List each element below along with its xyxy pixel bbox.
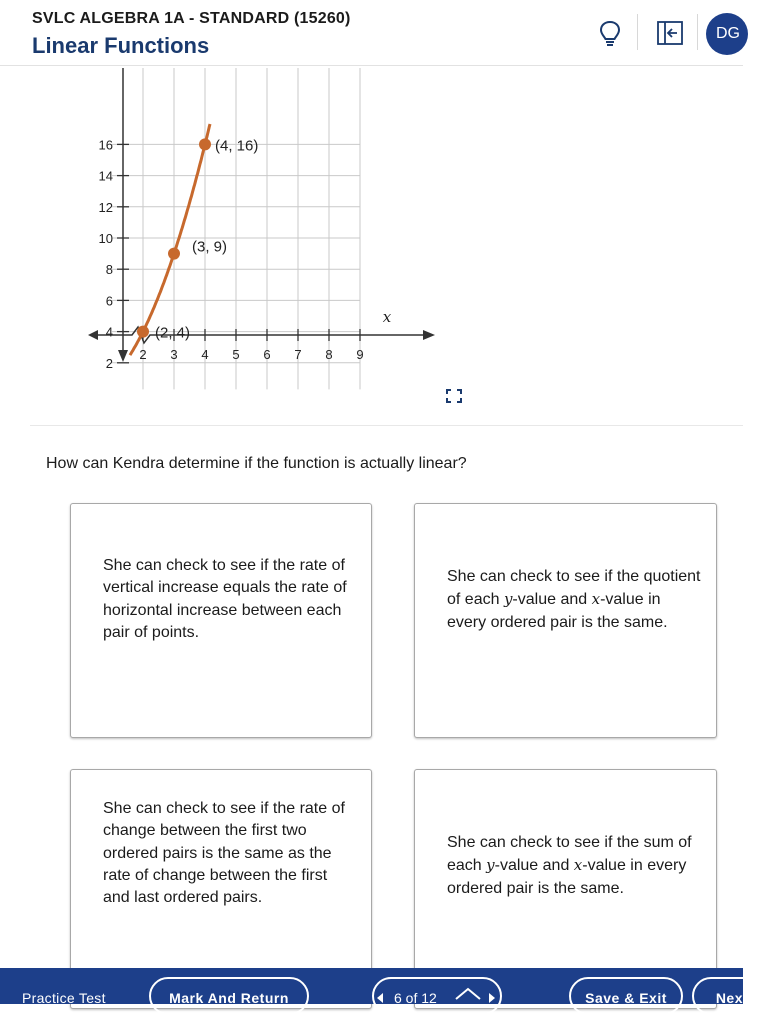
- y-tick-label: 14: [98, 168, 113, 184]
- x-axis-label: x: [382, 308, 392, 326]
- answer-choice-a[interactable]: [70, 503, 372, 738]
- practice-test-label: Practice Test: [22, 990, 106, 1006]
- x-tick-label: 6: [263, 347, 271, 362]
- point-label: (3, 9): [192, 238, 228, 256]
- page-indicator: 6 of 12: [394, 990, 437, 1006]
- lightbulb-icon[interactable]: [598, 20, 622, 50]
- x-tick-label: 4: [201, 347, 209, 362]
- save-and-exit-button[interactable]: Save & Exit: [569, 977, 683, 1015]
- footer-bar: [0, 968, 749, 1006]
- function-graph: [80, 62, 440, 372]
- y-tick-label: 2: [105, 355, 113, 371]
- answer-choice-b[interactable]: [414, 503, 717, 738]
- section-divider: [30, 425, 743, 426]
- point-label: (2, 4): [155, 324, 191, 342]
- next-button[interactable]: Next: [692, 977, 772, 1015]
- x-tick-label: 8: [325, 347, 333, 362]
- choice-c-text: She can check to see if the rate of change between the first two ordered pairs is the same as the rate of change between the first and last ordered pairs.: [103, 800, 345, 907]
- data-point: [137, 326, 149, 338]
- question-text: How can Kendra determine if the function is actually linear?: [46, 455, 467, 472]
- y-tick-label: 10: [98, 231, 113, 246]
- user-avatar[interactable]: DG: [706, 13, 748, 55]
- data-point: [168, 248, 180, 260]
- y-tick-label: 12: [98, 199, 113, 215]
- header-divider: [637, 14, 638, 50]
- x-axis-arrow-right: [423, 330, 435, 340]
- choice-d-text: She can check to see if the sum of each y-value and x-value in every ordered pair is the same.: [447, 834, 692, 897]
- header-divider: [697, 14, 698, 50]
- collapse-panel-icon[interactable]: [657, 21, 683, 45]
- x-tick-label: 9: [356, 347, 364, 362]
- question-navigator[interactable]: [372, 977, 502, 1015]
- x-tick-label: 2: [139, 347, 147, 362]
- course-title: SVLC ALGEBRA 1A - STANDARD (15260): [32, 10, 351, 27]
- expand-icon[interactable]: [446, 389, 462, 403]
- point-label: (4, 16): [215, 137, 259, 155]
- next-arrow-icon[interactable]: [489, 993, 495, 1003]
- y-tick-label: 6: [105, 293, 113, 309]
- y-tick-label: 4: [105, 324, 113, 340]
- data-point: [199, 138, 211, 150]
- x-axis-arrow-left: [88, 330, 98, 340]
- top-header: [0, 0, 743, 66]
- y-tick-label: 8: [105, 262, 113, 278]
- choice-b-text: She can check to see if the quotient of each y-value and x-value in every ordered pair is the same.: [447, 568, 701, 631]
- x-tick-label: 7: [294, 347, 302, 362]
- chevron-up-icon[interactable]: [454, 985, 482, 1001]
- choice-a-text: She can check to see if the rate of vertical increase equals the rate of horizontal increase between each pair of points.: [103, 557, 347, 641]
- previous-arrow-icon[interactable]: [377, 993, 383, 1003]
- mark-and-return-button[interactable]: Mark And Return: [149, 977, 309, 1015]
- y-axis-arrow: [118, 350, 128, 362]
- lesson-title: Linear Functions: [32, 33, 210, 58]
- x-tick-label: 5: [232, 347, 240, 362]
- x-tick-label: 3: [170, 347, 178, 362]
- y-tick-label: 16: [98, 137, 113, 153]
